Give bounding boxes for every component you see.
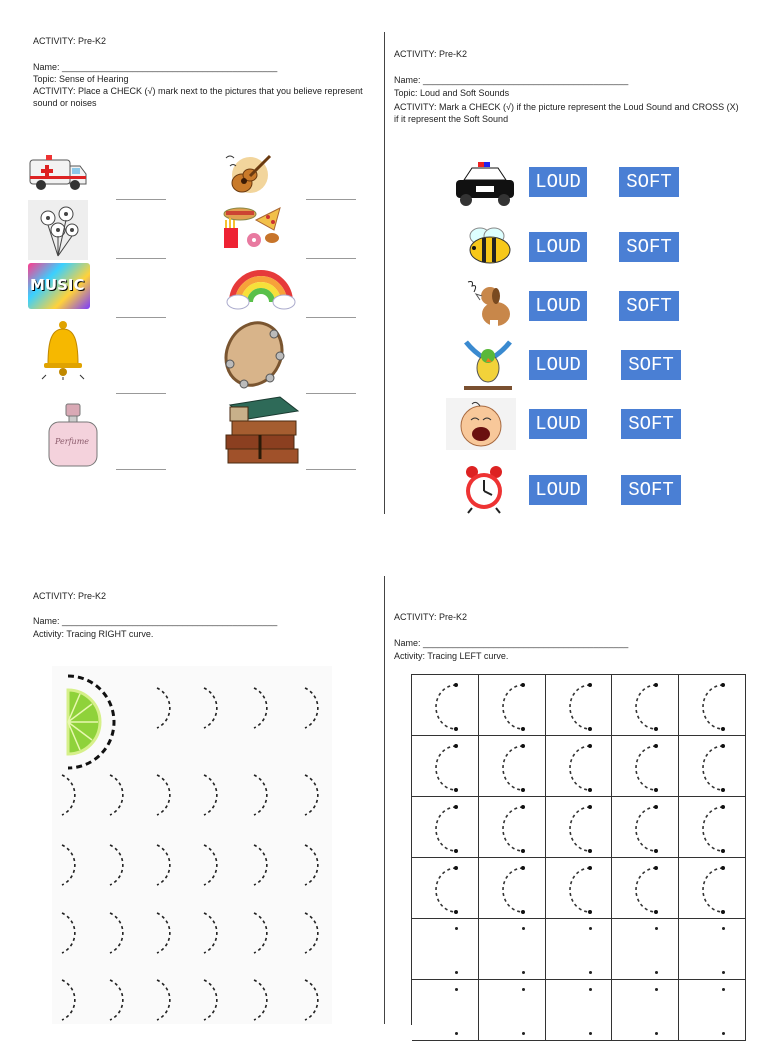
grid-cell[interactable] <box>546 797 613 858</box>
crying-baby-icon <box>446 398 516 450</box>
q1-answer-line[interactable] <box>116 199 166 200</box>
grid-cell[interactable] <box>412 919 479 980</box>
q3-activity: ACTIVITY: Pre-K2 <box>33 591 107 601</box>
grid-cell[interactable] <box>612 675 679 736</box>
loud-button[interactable]: LOUD <box>529 350 587 380</box>
divider-bottom <box>384 576 385 1024</box>
grid-cell[interactable] <box>612 980 679 1041</box>
grid-cell[interactable] <box>479 980 546 1041</box>
end-dot <box>655 971 658 974</box>
left-curve <box>566 864 606 914</box>
q1-answer-line[interactable] <box>306 393 356 394</box>
grid-cell[interactable] <box>679 675 746 736</box>
end-dot <box>589 971 592 974</box>
q1-name: Name: ___________________________________________ <box>33 62 278 72</box>
left-curve <box>699 803 739 853</box>
q1-answer-line[interactable] <box>306 469 356 470</box>
grid-cell[interactable] <box>412 797 479 858</box>
q1-topic: Topic: Sense of Hearing <box>33 74 129 84</box>
left-curve <box>432 864 472 914</box>
left-curve <box>566 803 606 853</box>
flowers-icon <box>28 200 88 260</box>
grid-cell[interactable] <box>546 675 613 736</box>
grid-cell[interactable] <box>412 980 479 1041</box>
end-dot <box>655 1032 658 1035</box>
grid-cell[interactable] <box>546 919 613 980</box>
grid-cell[interactable] <box>412 736 479 797</box>
grid-cell[interactable] <box>546 736 613 797</box>
end-dot <box>455 1032 458 1035</box>
grid-cell[interactable] <box>679 858 746 919</box>
grid-cell[interactable] <box>679 980 746 1041</box>
loud-button[interactable]: LOUD <box>529 167 587 197</box>
soft-button[interactable]: SOFT <box>621 475 681 505</box>
q1-answer-line[interactable] <box>116 258 166 259</box>
police-car-icon <box>454 158 516 210</box>
left-curve <box>632 803 672 853</box>
left-curve <box>499 742 539 792</box>
start-dot <box>589 988 592 991</box>
end-dot <box>522 1032 525 1035</box>
grid-cell[interactable] <box>679 919 746 980</box>
soft-button[interactable]: SOFT <box>619 167 679 197</box>
perfume-label: Perfume <box>55 437 90 446</box>
food-icon <box>220 202 286 250</box>
grid-cell[interactable] <box>412 675 479 736</box>
grid-cell[interactable] <box>612 858 679 919</box>
grid-cell[interactable] <box>479 675 546 736</box>
left-curve <box>699 742 739 792</box>
q1-answer-line[interactable] <box>116 393 166 394</box>
q4-instruction: Activity: Tracing LEFT curve. <box>394 651 509 661</box>
grid-cell[interactable] <box>479 736 546 797</box>
q1-instruction: ACTIVITY: Place a CHECK (√) mark next to the pictures that you believe represent sound or noises <box>33 86 363 108</box>
left-curve <box>699 681 739 731</box>
start-dot <box>522 988 525 991</box>
left-curve <box>499 864 539 914</box>
start-dot <box>722 927 725 930</box>
grid-cell[interactable] <box>612 736 679 797</box>
grid-cell[interactable] <box>612 797 679 858</box>
guitar-icon <box>220 150 276 198</box>
bird-icon <box>460 336 516 394</box>
bell-icon <box>40 320 86 380</box>
soft-button[interactable]: SOFT <box>619 291 679 321</box>
loud-button[interactable]: LOUD <box>529 232 587 262</box>
q2-topic: Topic: Loud and Soft Sounds <box>394 88 510 98</box>
end-dot <box>722 1032 725 1035</box>
left-curve <box>432 742 472 792</box>
grid-cell[interactable] <box>612 919 679 980</box>
q3-name: Name: ___________________________________________ <box>33 616 278 626</box>
start-dot <box>722 988 725 991</box>
ambulance-icon <box>28 152 88 194</box>
q1-answer-line[interactable] <box>306 199 356 200</box>
books-icon <box>220 395 302 471</box>
loud-button[interactable]: LOUD <box>529 291 587 321</box>
loud-button[interactable]: LOUD <box>529 475 587 505</box>
grid-cell[interactable] <box>479 919 546 980</box>
tambourine-icon <box>222 318 286 390</box>
grid-cell[interactable] <box>546 858 613 919</box>
left-curve <box>499 681 539 731</box>
start-dot <box>455 927 458 930</box>
rainbow-icon <box>226 258 296 310</box>
left-curve <box>432 803 472 853</box>
q4-name: Name: _________________________________________ <box>394 638 629 648</box>
grid-cell[interactable] <box>479 797 546 858</box>
left-curve <box>699 864 739 914</box>
q1-answer-line[interactable] <box>116 469 166 470</box>
q3-instruction: Activity: Tracing RIGHT curve. <box>33 629 154 639</box>
start-dot <box>655 988 658 991</box>
soft-button[interactable]: SOFT <box>619 232 679 262</box>
dog-icon <box>464 276 520 332</box>
soft-button[interactable]: SOFT <box>621 409 681 439</box>
grid-cell[interactable] <box>679 736 746 797</box>
q1-answer-line[interactable] <box>116 317 166 318</box>
start-dot <box>589 927 592 930</box>
left-curve <box>499 803 539 853</box>
q2-instruction: ACTIVITY: Mark a CHECK (√) if the picture represent the Loud Sound and CROSS (X) if it represent the Soft Sound <box>394 102 739 124</box>
perfume-icon <box>46 402 100 468</box>
grid-cell[interactable] <box>412 858 479 919</box>
q1-activity: ACTIVITY: Pre-K2 <box>33 36 107 46</box>
start-dot <box>522 927 525 930</box>
music-picture <box>28 263 90 309</box>
left-curve <box>432 681 472 731</box>
soft-button[interactable]: SOFT <box>621 350 681 380</box>
alarm-clock-icon <box>458 464 510 514</box>
end-dot <box>722 971 725 974</box>
start-dot <box>455 988 458 991</box>
music-label: MUSIC <box>30 276 85 294</box>
loud-button[interactable]: LOUD <box>529 409 587 439</box>
q1-answer-line[interactable] <box>306 258 356 259</box>
bee-icon <box>462 226 518 266</box>
left-curve <box>566 681 606 731</box>
grid-cell[interactable] <box>546 980 613 1041</box>
end-dot <box>455 971 458 974</box>
left-curve-grid <box>411 674 746 1025</box>
left-curve <box>632 742 672 792</box>
left-curve <box>566 742 606 792</box>
divider-top <box>384 32 385 514</box>
left-curve <box>632 864 672 914</box>
grid-cell[interactable] <box>479 858 546 919</box>
left-curve <box>632 681 672 731</box>
q2-activity: ACTIVITY: Pre-K2 <box>394 49 468 59</box>
grid-cell[interactable] <box>679 797 746 858</box>
start-dot <box>655 927 658 930</box>
q1-answer-line[interactable] <box>306 317 356 318</box>
q4-activity: ACTIVITY: Pre-K2 <box>394 612 468 622</box>
end-dot <box>589 1032 592 1035</box>
right-curves <box>52 680 332 1024</box>
q2-name: Name: _________________________________________ <box>394 75 629 85</box>
end-dot <box>522 971 525 974</box>
